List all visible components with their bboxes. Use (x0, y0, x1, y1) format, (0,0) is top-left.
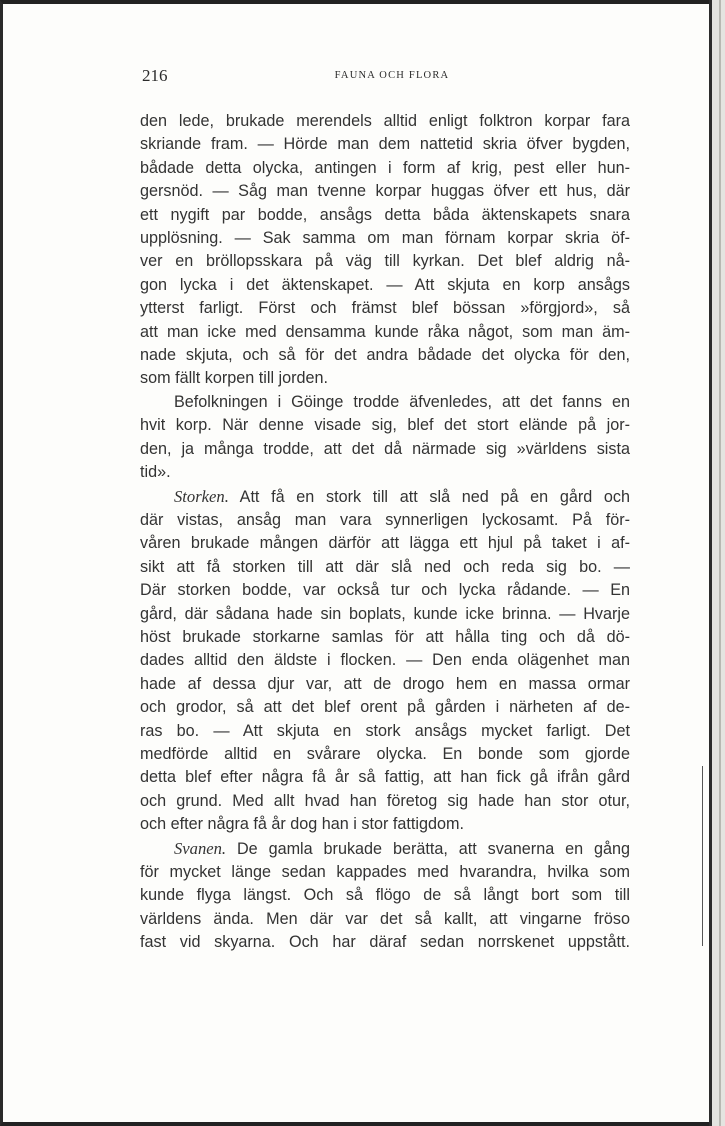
text-line: ras bo. — Att skjuta en stork ansågs mycket farligt. Det (140, 721, 630, 740)
text-line: och grodor, så att det blef orent på gården i närheten af de- (140, 698, 630, 717)
text-line: och efter några få år dog han i stor fattigdom. (140, 815, 464, 834)
text-line: ett nygift par bodde, ansågs detta båda äktenskapets snara (140, 205, 630, 224)
section-heading-storken: Storken. (174, 486, 229, 506)
text-line: att man icke med densamma kunde råka något, som man äm- (140, 322, 630, 341)
scan-fold-line (702, 766, 703, 946)
page-number: 216 (142, 66, 168, 85)
text-line: den, ja många trodde, att det då närmade sig »världens sista (140, 439, 630, 458)
text-line: Där storken bodde, var också tur och lycka rådande. — En (140, 581, 630, 600)
text-fragment: Att få en stork till att slå ned på en gård och (239, 487, 631, 506)
paragraph-hvit-korp (140, 391, 630, 485)
text-line: medförde alltid en svårare olycka. En bonde som gjorde (140, 744, 630, 763)
text-line: bådade detta olycka, antingen i form af krig, pest eller hun- (140, 158, 630, 177)
paragraph-storken (140, 485, 630, 837)
text-line: skriande fram. — Hörde man dem nattetid skria öfver bygden, (140, 135, 630, 154)
text-line: ver en bröllopsskara på väg till kyrkan. Det blef aldrig nå- (140, 252, 630, 271)
text-line: gård, där sådana hade sin boplats, kunde icke brinna. — Hvarje (140, 604, 630, 623)
text-line: gersnöd. — Såg man tvenne korpar huggas öfver ett hus, där (140, 182, 630, 201)
paragraph-svanen (140, 837, 630, 955)
text-line: den lede, brukade merendels alltid enligt folktron korpar fara (140, 112, 630, 130)
text-line: detta blef efter några få år så fattig, att han fick gå ifrån gård (140, 768, 630, 787)
text-line: tid». (140, 463, 171, 482)
text-line: våren brukade mången därför att lägga ett hjul på taket i af- (140, 534, 630, 553)
text-line: gon lycka i det äktenskapet. — Att skjuta en korp ansågs (140, 275, 630, 294)
section-heading-svanen: Svanen. (174, 838, 227, 858)
running-title: FAUNA OCH FLORA (334, 70, 450, 81)
text-line: upplösning. — Sak samma om man förnam korpar skria öf- (140, 229, 630, 248)
text-line (140, 485, 630, 509)
text-line: hvit korp. När denne visade sig, blef det stort elände på jor- (140, 416, 630, 435)
text-line: Befolkningen i Göinge trodde äfvenledes, att det fanns en (174, 392, 630, 411)
paragraph-korpen (140, 110, 630, 391)
text-line: som fällt korpen till jorden. (140, 369, 329, 388)
text-fragment: De gamla brukade berätta, att svanerna en gång (236, 839, 631, 858)
text-line: höst brukade storkarne samlas för att hålla ting och då dö- (140, 627, 630, 646)
text-line: världens ända. Men där var det så kallt, att vingarne fröso (140, 909, 630, 928)
text-line: nade skjuta, och så för det andra bådade det olycka för den, (140, 346, 630, 365)
text-line: fast vid skyarna. Och har däraf sedan norrskenet uppstått. (140, 933, 630, 952)
text-line: dades alltid den äldste i flocken. — Den enda olägenhet man (140, 651, 630, 670)
scan-right-edge (709, 0, 725, 1126)
text-line: och grund. Med allt hvad han företog sig hade han stor otur, (140, 791, 630, 810)
running-head (118, 66, 636, 90)
body-text (140, 110, 630, 955)
text-line (140, 837, 630, 861)
text-line: ytterst farligt. Först och främst blef bössan »förgjord», så (140, 299, 630, 318)
text-line: hade af dessa djur var, att de drogo hem en massa ormar (140, 674, 630, 693)
text-line: sikt att få storken till att där slå ned och reda sig bo. — (140, 557, 630, 576)
text-line: för mycket länge sedan kappades med hvarandra, hvilka som (140, 863, 630, 881)
text-line: kunde flyga längst. Och så flögo de så långt bort som till (140, 886, 630, 905)
book-page (118, 66, 636, 1066)
text-line: där vistas, ansåg man vara synnerligen lyckosamt. På för- (140, 510, 630, 529)
